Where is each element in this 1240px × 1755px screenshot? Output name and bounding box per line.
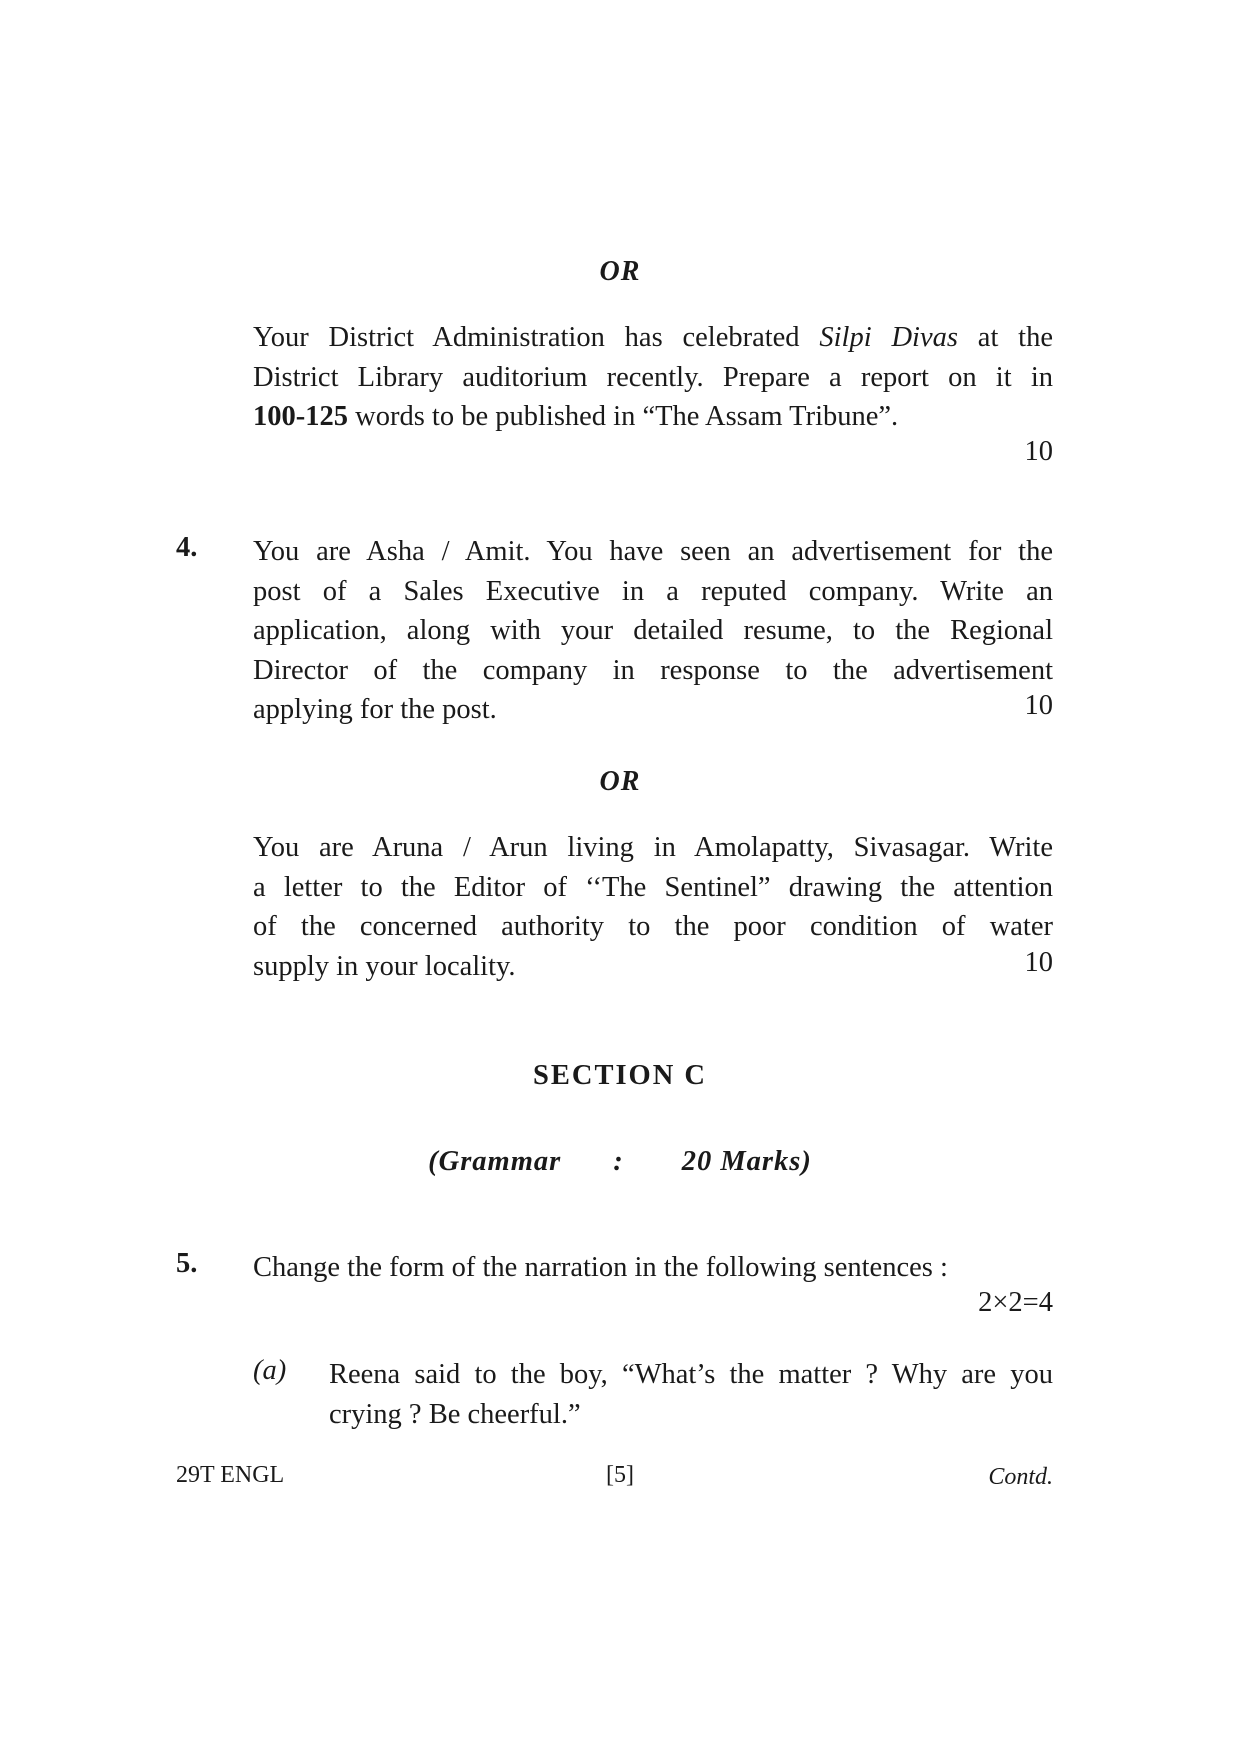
report-line-2: District Library auditorium recently. Prepare a report on it in (253, 361, 1053, 393)
q5-line-1: Change the form of the narration in the following sentences : (253, 1252, 948, 1283)
section-subtitle (0, 1146, 1240, 1178)
section-subtitle-marks: 20 Marks) (681, 1146, 812, 1177)
q5a-line-2: crying ? Be cheerful.” (329, 1398, 581, 1430)
question-5-marks: 2×2=4 (978, 1287, 1053, 1318)
q4-line-2: post of a Sales Executive in a reputed company. Write an (253, 575, 1053, 607)
footer-continued: Contd. (988, 1464, 1053, 1490)
question-4-or-text (253, 828, 1053, 986)
sub-question-a-text (329, 1355, 1053, 1434)
q4-line-5: applying for the post. (253, 694, 497, 725)
or-separator-2: OR (599, 766, 641, 797)
report-line-3: 100-125 words to be published in “The Assam Tribune”. (253, 401, 899, 432)
q4or-line-4: supply in your locality. (253, 950, 516, 982)
question-4-or-marks: 10 (1024, 947, 1053, 978)
q4-line-4: Director of the company in response to the advertisement (253, 654, 1053, 686)
q5a-line-1: Reena said to the boy, “What’s the matter ? Why are you (329, 1359, 1053, 1390)
report-line-1: Your District Administration has celebrated Silpi Divas at the (253, 322, 1053, 353)
or-separator-1: OR (599, 256, 641, 287)
report-marks: 10 (1024, 436, 1053, 467)
question-number-4: 4. (176, 532, 198, 563)
q4or-line-3: of the concerned authority to the poor condition of water (253, 911, 1053, 942)
q4or-line-2: a letter to the Editor of ‘‘The Sentinel” drawing the attention (253, 871, 1053, 903)
footer-page-number: [5] (606, 1462, 634, 1488)
question-4-marks: 10 (1024, 690, 1053, 721)
q4-line-3: application, along with your detailed resume, to the Regional (253, 615, 1053, 646)
question-5-text (253, 1248, 1053, 1288)
q4or-line-1: You are Aruna / Arun living in Amolapatty, Sivasagar. Write (253, 832, 1053, 863)
q4-line-1: You are Asha / Amit. You have seen an advertisement for the (253, 536, 1053, 567)
report-question-text (253, 318, 1053, 437)
sub-question-label-a: (a) (253, 1355, 287, 1386)
footer-paper-code: 29T ENGL (176, 1462, 285, 1488)
section-title: SECTION C (533, 1060, 707, 1091)
section-subtitle-separator: : (613, 1146, 624, 1177)
section-subtitle-label: (Grammar (428, 1146, 562, 1177)
question-number-5: 5. (176, 1248, 198, 1279)
question-4-text (253, 532, 1053, 730)
